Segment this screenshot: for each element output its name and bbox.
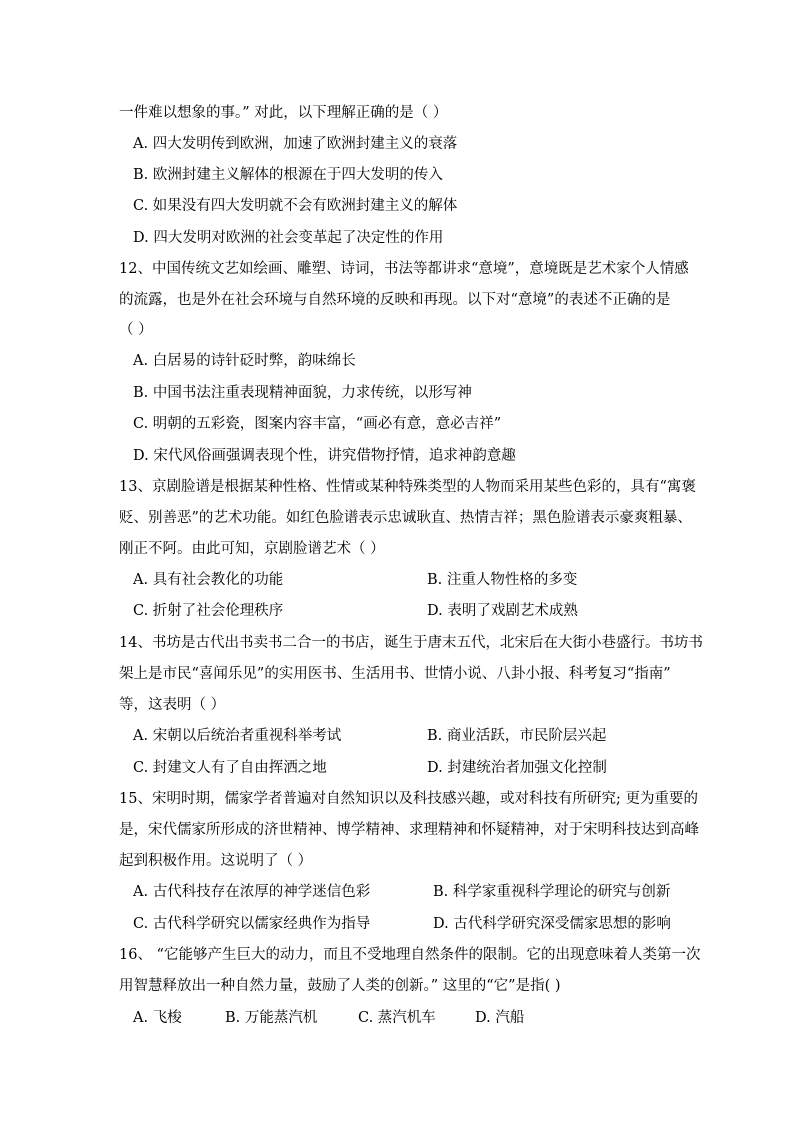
q14-stem-line-2: 架上是市民“喜闻乐见”的实用医书、生活用书、世情小说、八卦小报、科考复习“指南” bbox=[119, 666, 671, 682]
q13-option-b: B. 注重人物性格的多变 bbox=[427, 572, 578, 588]
q13-option-d: D. 表明了戏剧艺术成熟 bbox=[427, 603, 578, 619]
q12-option-d: D. 宋代风俗画强调表现个性，讲究借物抒情，追求神韵意趣 bbox=[133, 448, 516, 464]
q13-stem-line-2: 贬、别善恶”的艺术功能。如红色脸谱表示忠诚耿直、热情吉祥；黑色脸谱表示豪爽粗暴、 bbox=[119, 510, 692, 526]
q15-stem-line-2: 是，宋代儒家所形成的济世精神、博学精神、求理精神和怀疑精神，对于宋明科技达到高峰 bbox=[119, 822, 699, 838]
q13-option-c: C. 折射了社会伦理秩序 bbox=[133, 603, 284, 619]
q16-stem-line-2: 用智慧释放出一种自然力量，鼓励了人类的创新。” 这里的“它”是指( ) bbox=[119, 978, 561, 994]
q12-stem-line-1: 12、中国传统文艺如绘画、雕塑、诗词，书法等都讲求“意境”，意境既是艺术家个人情感 bbox=[119, 261, 689, 277]
q11-option-d: D. 四大发明对欧洲的社会变革起了决定性的作用 bbox=[133, 230, 444, 246]
q16-option-d: D. 汽船 bbox=[475, 1010, 525, 1026]
q11-option-c: C. 如果没有四大发明就不会有欧洲封建主义的解体 bbox=[133, 198, 458, 214]
q16-option-b: B. 万能蒸汽机 bbox=[225, 1010, 318, 1026]
q11-option-b: B. 欧洲封建主义解体的根源在于四大发明的传入 bbox=[133, 167, 443, 183]
q14-stem-line-3: 等，这表明（ ） bbox=[119, 697, 226, 713]
q15-option-b: B. 科学家重视科学理论的研究与创新 bbox=[433, 884, 671, 900]
q16-stem-line-1: 16、 “它能够产生巨大的动力，而且不受地理自然条件的限制。它的出现意味着人类第一次 bbox=[119, 947, 701, 963]
q15-stem-line-1: 15、宋明时期，儒家学者普遍对自然知识以及科技感兴趣，或对科技有所研究; 更为重要的 bbox=[119, 791, 698, 807]
q15-option-c: C. 古代科学研究以儒家经典作为指导 bbox=[133, 916, 371, 932]
q14-option-b: B. 商业活跃，市民阶层兴起 bbox=[427, 728, 607, 744]
q16-option-c: C. 蒸汽机车 bbox=[358, 1010, 436, 1026]
q13-stem-line-1: 13、京剧脸谱是根据某种性格、性情或某种特殊类型的人物而采用某些色彩的，具有“寓褒 bbox=[119, 479, 696, 495]
q12-option-c: C. 明朝的五彩瓷，图案内容丰富，“画必有意，意必吉祥” bbox=[133, 416, 502, 432]
q12-option-b: B. 中国书法注重表现精神面貌，力求传统，以形写神 bbox=[133, 385, 472, 401]
q15-option-a: A. 古代科技存在浓厚的神学迷信色彩 bbox=[133, 884, 371, 900]
q15-option-d: D. 古代科学研究深受儒家思想的影响 bbox=[433, 916, 671, 932]
q12-stem-line-3: （ ） bbox=[119, 322, 153, 338]
q14-option-a: A. 宋朝以后统治者重视科举考试 bbox=[133, 728, 342, 744]
q13-option-a: A. 具有社会教化的功能 bbox=[133, 572, 284, 588]
q14-stem-line-1: 14、书坊是古代出书卖书二合一的书店，诞生于唐末五代，北宋后在大街小巷盛行。书坊书 bbox=[119, 635, 703, 651]
q11-option-a: A. 四大发明传到欧洲，加速了欧洲封建主义的衰落 bbox=[133, 136, 458, 152]
q14-option-d: D. 封建统治者加强文化控制 bbox=[427, 760, 607, 776]
q12-stem-line-2: 的流露，也是外在社会环境与自然环境的反映和再现。以下对“意境”的表述不正确的是 bbox=[119, 292, 671, 308]
q15-stem-line-3: 起到积极作用。这说明了（ ） bbox=[119, 853, 313, 869]
q12-option-a: A. 白居易的诗针砭时弊，韵味绵长 bbox=[133, 353, 356, 369]
q14-option-c: C. 封建文人有了自由挥洒之地 bbox=[133, 760, 327, 776]
intro-line: 一件难以想象的事。” 对此，以下理解正确的是（ ） bbox=[119, 105, 448, 121]
q16-option-a: A. 飞梭 bbox=[133, 1010, 182, 1026]
q13-stem-line-3: 刚正不阿。由此可知，京剧脸谱艺术（ ） bbox=[119, 541, 385, 557]
